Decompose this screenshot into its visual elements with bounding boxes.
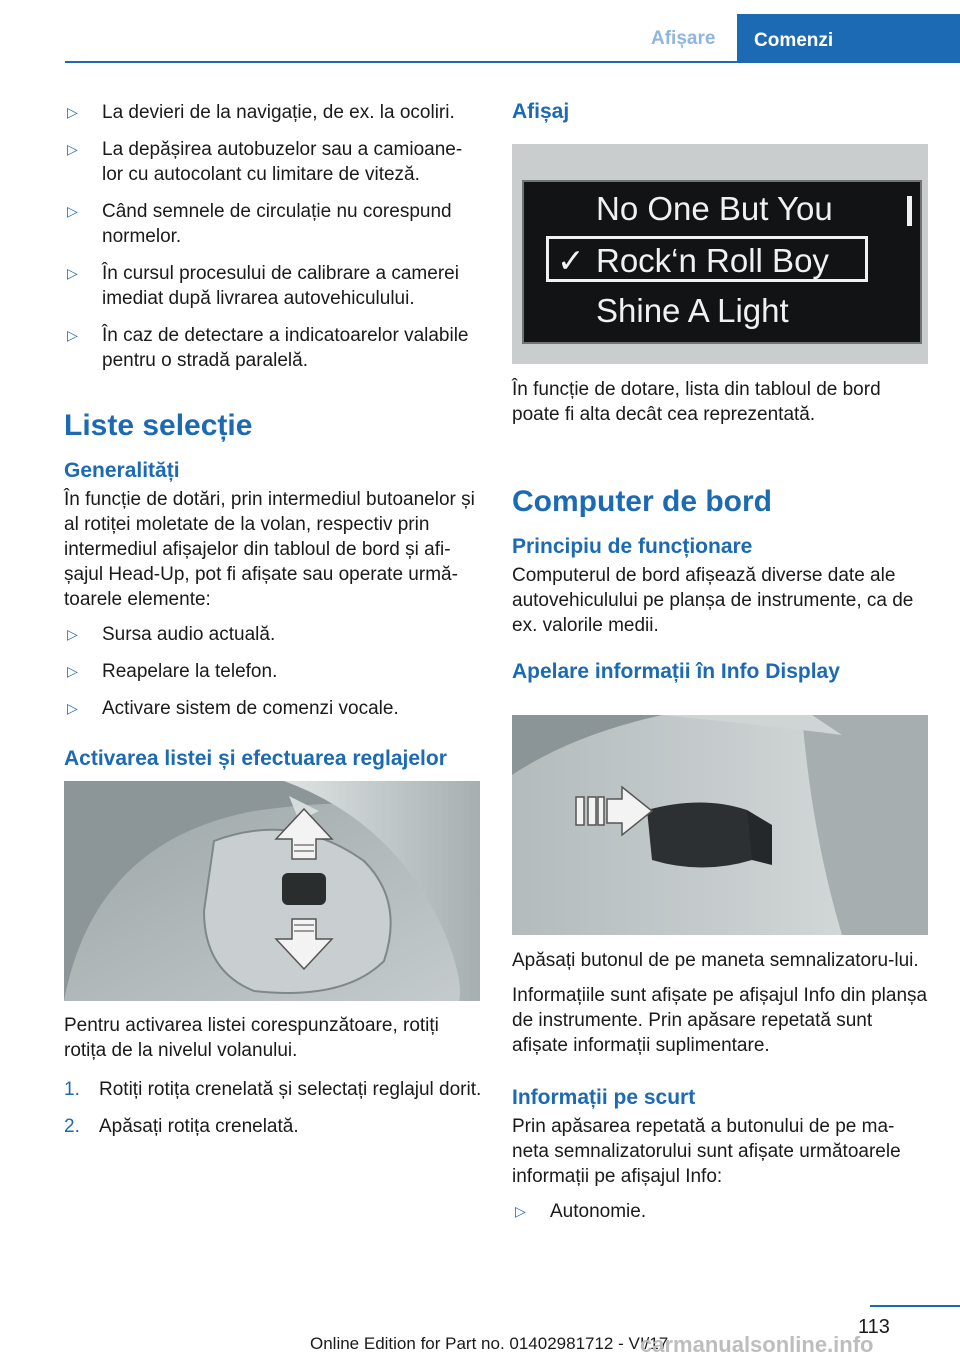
list-display-figure: [512, 144, 928, 364]
turn-signal-figure: [512, 715, 928, 935]
header-rule: [65, 61, 960, 63]
step-item: 1. Rotiți rotița crenelată și selectați reglajul dorit.: [64, 1079, 482, 1100]
page-number: 113: [858, 1316, 890, 1338]
display-screen: [522, 180, 922, 344]
subsection-title-activare: Activarea listei și efectuarea reglajelor: [64, 747, 447, 770]
edition-info: Online Edition for Part no. 01402981712 - VI/17: [310, 1334, 669, 1353]
scrollbar-indicator: [907, 196, 912, 226]
subsection-title-apelare: Apelare informații în Info Display: [512, 660, 840, 683]
right-column-lower: [512, 377, 930, 684]
triangle-bullet-icon: ▷: [67, 700, 78, 716]
subsection-title-info: Informații pe scurt: [512, 1086, 696, 1109]
checkmark-icon: ✓: [557, 242, 585, 279]
triangle-bullet-icon: ▷: [67, 327, 78, 343]
list-item: ▷ La devieri de la navigație, de ex. la ocoliri.: [64, 100, 482, 125]
paragraph-general: În funcție de dotări, prin intermediul butoanelor și al rotiței moletate de la volan, respectiv prin intermediul afișajelor din tabloul de bord și afi-șajul Head-Up, pot fi afișate sau operate urmă-toarele elemente:: [64, 489, 475, 610]
list-item: ▷ Reapelare la telefon.: [64, 659, 482, 684]
right-column-bottom: [512, 948, 930, 1236]
paragraph-afisaj: În funcție de dotare, lista din tabloul de bord poate fi alta decât cea reprezentată.: [512, 379, 881, 425]
paragraph-info: Prin apăsarea repetată a butonului de pe ma-neta semnalizatorului sunt afișate următoarele informații pe afișajul Info:: [512, 1116, 901, 1187]
step-number: 1.: [64, 1079, 80, 1100]
list-item: ▷ Când semnele de circulație nu corespund normelor.: [64, 199, 482, 249]
triangle-bullet-icon: ▷: [67, 104, 78, 120]
subsection-title-generalitati: Generalități: [64, 459, 180, 482]
turn-signal-illustration: [512, 715, 928, 935]
tab-comenzi[interactable]: Comenzi: [737, 14, 960, 62]
subsection-title-afisaj: Afișaj: [512, 100, 570, 123]
right-column: [512, 100, 930, 124]
list-item: ▷ În cursul procesului de calibrare a camerei imediat după livrarea autovehiculului.: [64, 261, 482, 311]
list-item: ▷ Sursa audio actuală.: [64, 622, 482, 647]
display-item: No One But You: [596, 190, 833, 227]
triangle-bullet-icon: ▷: [67, 663, 78, 679]
left-column-lower: [64, 1013, 482, 1151]
list-item: ▷ La depășirea autobuzelor sau a camioane-lor cu autocolant cu limitare de viteză.: [64, 137, 482, 187]
triangle-bullet-icon: ▷: [67, 626, 78, 642]
triangle-bullet-icon: ▷: [67, 141, 78, 157]
footer-rule: [870, 1305, 960, 1307]
subsection-title-principiu: Principiu de funcționare: [512, 535, 753, 558]
list-item: ▷ Autonomie.: [512, 1199, 930, 1224]
section-title-liste: Liste selecție: [64, 409, 253, 442]
left-column: [64, 100, 482, 771]
paragraph-apelare-2: Informațiile sunt afișate pe afișajul Info din planșa de instrumente. Prin apăsare repetată sunt afișate informații suplimentare.: [512, 985, 928, 1056]
paragraph-principiu: Computerul de bord afișează diverse date ale autovehiculului pe planșa de instrumente, ca de ex. valorile medii.: [512, 565, 914, 636]
display-item: Shine A Light: [596, 292, 789, 329]
steering-wheel-illustration: [64, 781, 480, 1001]
paragraph-apelare-1: Apăsați butonul de pe maneta semnalizatoru-lui.: [512, 950, 919, 971]
triangle-bullet-icon: ▷: [67, 203, 78, 219]
step-number: 2.: [64, 1116, 80, 1137]
steering-wheel-figure: [64, 781, 480, 1001]
page-header: [0, 0, 960, 62]
triangle-bullet-icon: ▷: [67, 265, 78, 281]
triangle-bullet-icon: ▷: [515, 1203, 526, 1219]
display-selected-item: ✓ Rock‘n Roll Boy: [546, 236, 868, 282]
tab-afisare[interactable]: Afișare: [651, 28, 716, 49]
paragraph-activate: Pentru activarea listei corespunzătoare, rotiți rotița de la nivelul volanului.: [64, 1015, 439, 1061]
watermark: carmanualsonline.info: [640, 1332, 874, 1357]
list-item: ▷ Activare sistem de comenzi vocale.: [64, 696, 482, 721]
section-title-computer: Computer de bord: [512, 485, 772, 518]
list-item: ▷ În caz de detectare a indicatoarelor valabile pentru o stradă paralelă.: [64, 323, 482, 373]
step-item: 2. Apăsați rotița crenelată.: [64, 1116, 299, 1137]
